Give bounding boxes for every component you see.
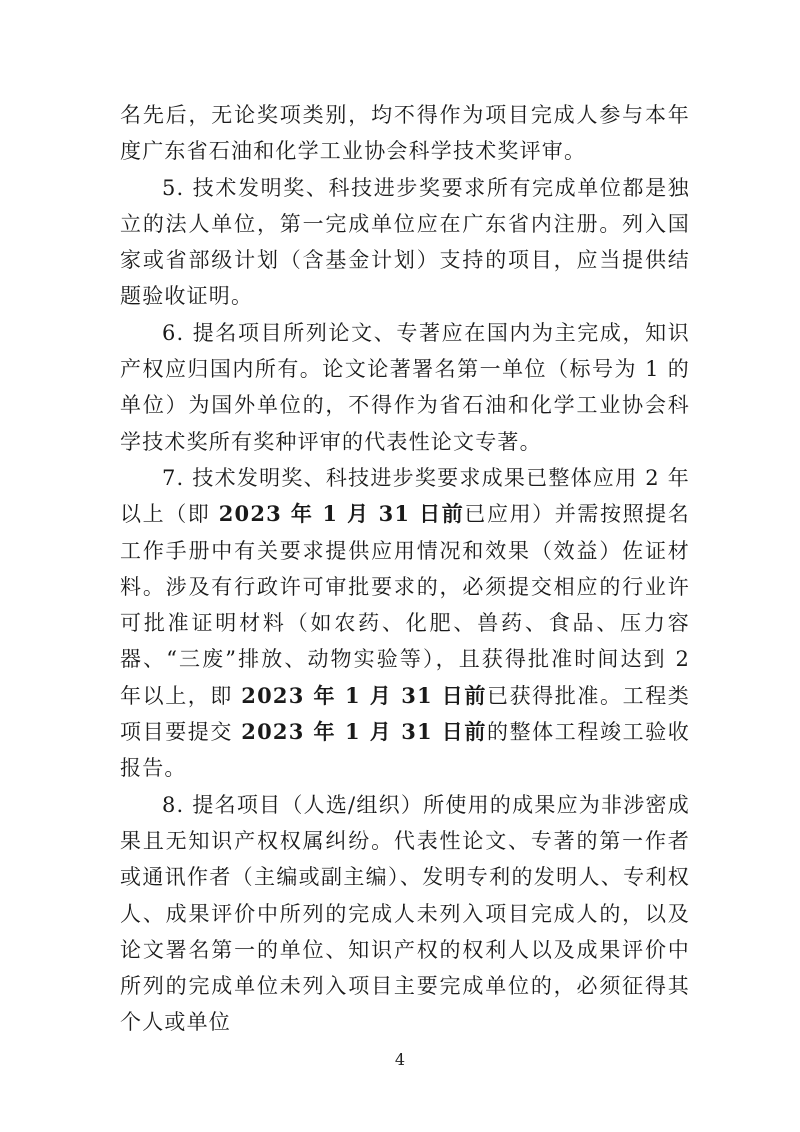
text-segment: 7. 技术发明奖、科技进步奖要求成果已整体应用 2 年以上（即 bbox=[120, 465, 690, 527]
text-segment: 已获得批准。工程类项目要提交 bbox=[120, 683, 690, 745]
paragraph-continuation: 名先后，无论奖项类别，均不得作为项目完成人参与本年度广东省石油和化学工业协会科学技术奖评审。 bbox=[120, 103, 690, 164]
text-segment: 的整体工程竣工验收报告。 bbox=[120, 720, 690, 781]
paragraph-item-5: 5. 技术发明奖、科技进步奖要求所有完成单位都是独立的法人单位，第一完成单位应在广东省内注册。列入国家或省部级计划（含基金计划）支持的项目，应当提供结题验收证明。 bbox=[120, 175, 690, 309]
bold-date-segment: 2023 年 1 月 31 日前 bbox=[241, 719, 487, 745]
paragraph-item-7 bbox=[120, 460, 690, 787]
bold-date-segment: 2023 年 1 月 31 日前 bbox=[241, 682, 487, 708]
text-segment: 已应用）并需按照提名工作手册中有关要求提供应用情况和效果（效益）佐证材料。涉及有行政许可审批要求的，必须提交相应的行业许可批准证明材料（如农药、化肥、兽药、食品、压力容器、“三废”排放、动物实验等），且获得批准时间达到 2 年以上，即 bbox=[120, 502, 690, 708]
bold-date-segment: 2023 年 1 月 31 日前 bbox=[218, 501, 465, 527]
document-body bbox=[120, 97, 690, 1041]
paragraph-item-6: 6. 提名项目所列论文、专著应在国内为主完成，知识产权应归国内所有。论文论著署名第一单位（标号为 1 的单位）为国外单位的，不得作为省石油和化学工业协会科学技术奖所有奖种评审的代表性论文专著。 bbox=[120, 320, 690, 454]
paragraph-item-8: 8. 提名项目（人选/组织）所使用的成果应为非涉密成果且无知识产权权属纠纷。代表性论文、专著的第一作者或通讯作者（主编或副主编）、发明专利的发明人、专利权人、成果评价中所列的完成人未列入项目完成人的，以及论文署名第一的单位、知识产权的权利人以及成果评价中所列的完成单位未列入项目主要完成单位的，必须征得其个人或单位 bbox=[120, 792, 690, 1035]
page-number: 4 bbox=[394, 1050, 406, 1069]
